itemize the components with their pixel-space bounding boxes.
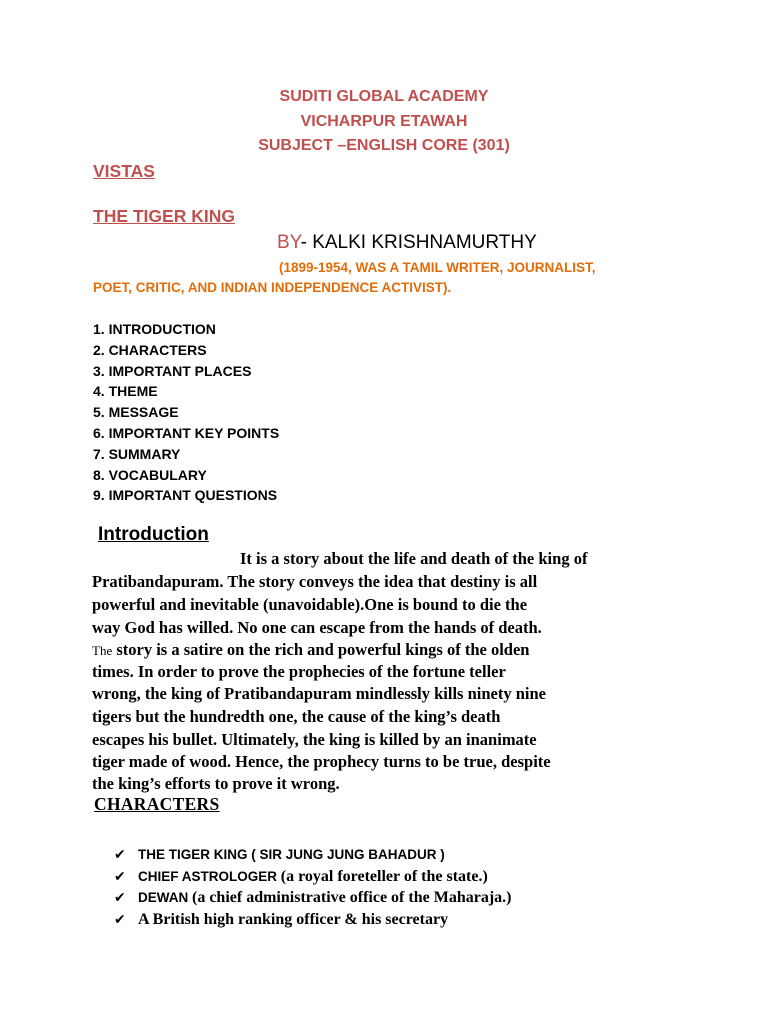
paragraph-word: The [92,643,113,658]
toc-item: 8. VOCABULARY [93,466,207,483]
paragraph-line: tigers but the hundredth one, the cause of the king’s death [92,707,501,726]
toc-item: 4. THEME [93,383,158,400]
paragraph-line: It is a story about the life and death of the king of [240,549,588,568]
character-item [114,866,511,888]
checkmark-icon: ✔ [114,911,126,928]
paragraph-line: tiger made of wood. Hence, the prophecy turns to be true, despite [92,752,551,771]
paragraph-line: the king’s efforts to prove it wrong. [92,774,340,793]
character-item [114,887,511,909]
characters-list [114,844,511,930]
checkmark-icon: ✔ [114,890,126,906]
chapter-title: THE TIGER KING [93,206,235,226]
toc-item: 5. MESSAGE [93,404,179,421]
toc-item: 2. CHARACTERS [93,341,207,358]
character-description: A British high ranking officer & his secretary [138,910,449,928]
toc-item: 6. IMPORTANT KEY POINTS [93,424,280,441]
checkmark-icon: ✔ [114,847,126,863]
characters-heading: CHARACTERS [94,794,220,814]
character-name: THE TIGER KING ( SIR JUNG JUNG BAHADUR ) [138,847,445,862]
subject-line: SUBJECT –ENGLISH CORE (301) [258,137,510,154]
paragraph-line: Pratibandapuram. The story conveys the idea that destiny is all [92,572,538,591]
author-bio-line-2: POET, CRITIC, AND INDIAN INDEPENDENCE ACTIVIST). [93,280,452,295]
character-item [114,909,511,931]
author-name: - KALKI KRISHNAMURTHY [300,232,537,253]
paragraph-line: times. In order to prove the prophecies of the fortune teller [92,662,506,681]
character-item [114,844,511,866]
toc-item: 1. INTRODUCTION [93,321,216,337]
paragraph-line [92,639,529,662]
toc-item: 9. IMPORTANT QUESTIONS [93,487,278,504]
introduction-heading: Introduction [98,524,209,545]
character-name: CHIEF ASTROLOGER [138,868,281,884]
school-location: VICHARPUR ETAWAH [300,113,468,130]
character-description: (a royal foreteller of the state.) [280,867,488,885]
paragraph-line: wrong, the king of Pratibandapuram mindlessly kills ninety nine [92,684,546,703]
toc-item: 3. IMPORTANT PLACES [93,362,252,379]
paragraph-line-text: story is a satire on the rich and powerful kings of the olden [112,640,530,659]
paragraph-line: way God has willed. No one can escape from the hands of death. [92,618,542,637]
book-title: VISTAS [93,161,155,181]
checkmark-icon: ✔ [114,868,126,885]
character-description: (a chief administrative office of the Maharaja.) [192,889,512,906]
by-prefix: BY [277,232,301,253]
paragraph-line: escapes his bullet. Ultimately, the king is killed by an inanimate [92,730,537,749]
school-name: SUDITI GLOBAL ACADEMY [279,88,489,105]
character-name: DEWAN [138,890,192,905]
table-of-contents [93,319,279,506]
toc-item: 7. SUMMARY [93,445,181,462]
author-byline [277,232,537,254]
paragraph-line: powerful and inevitable (unavoidable).One is bound to die the [92,595,528,614]
author-bio-line-1: (1899-1954, WAS A TAMIL WRITER, JOURNALIST, [279,260,596,275]
